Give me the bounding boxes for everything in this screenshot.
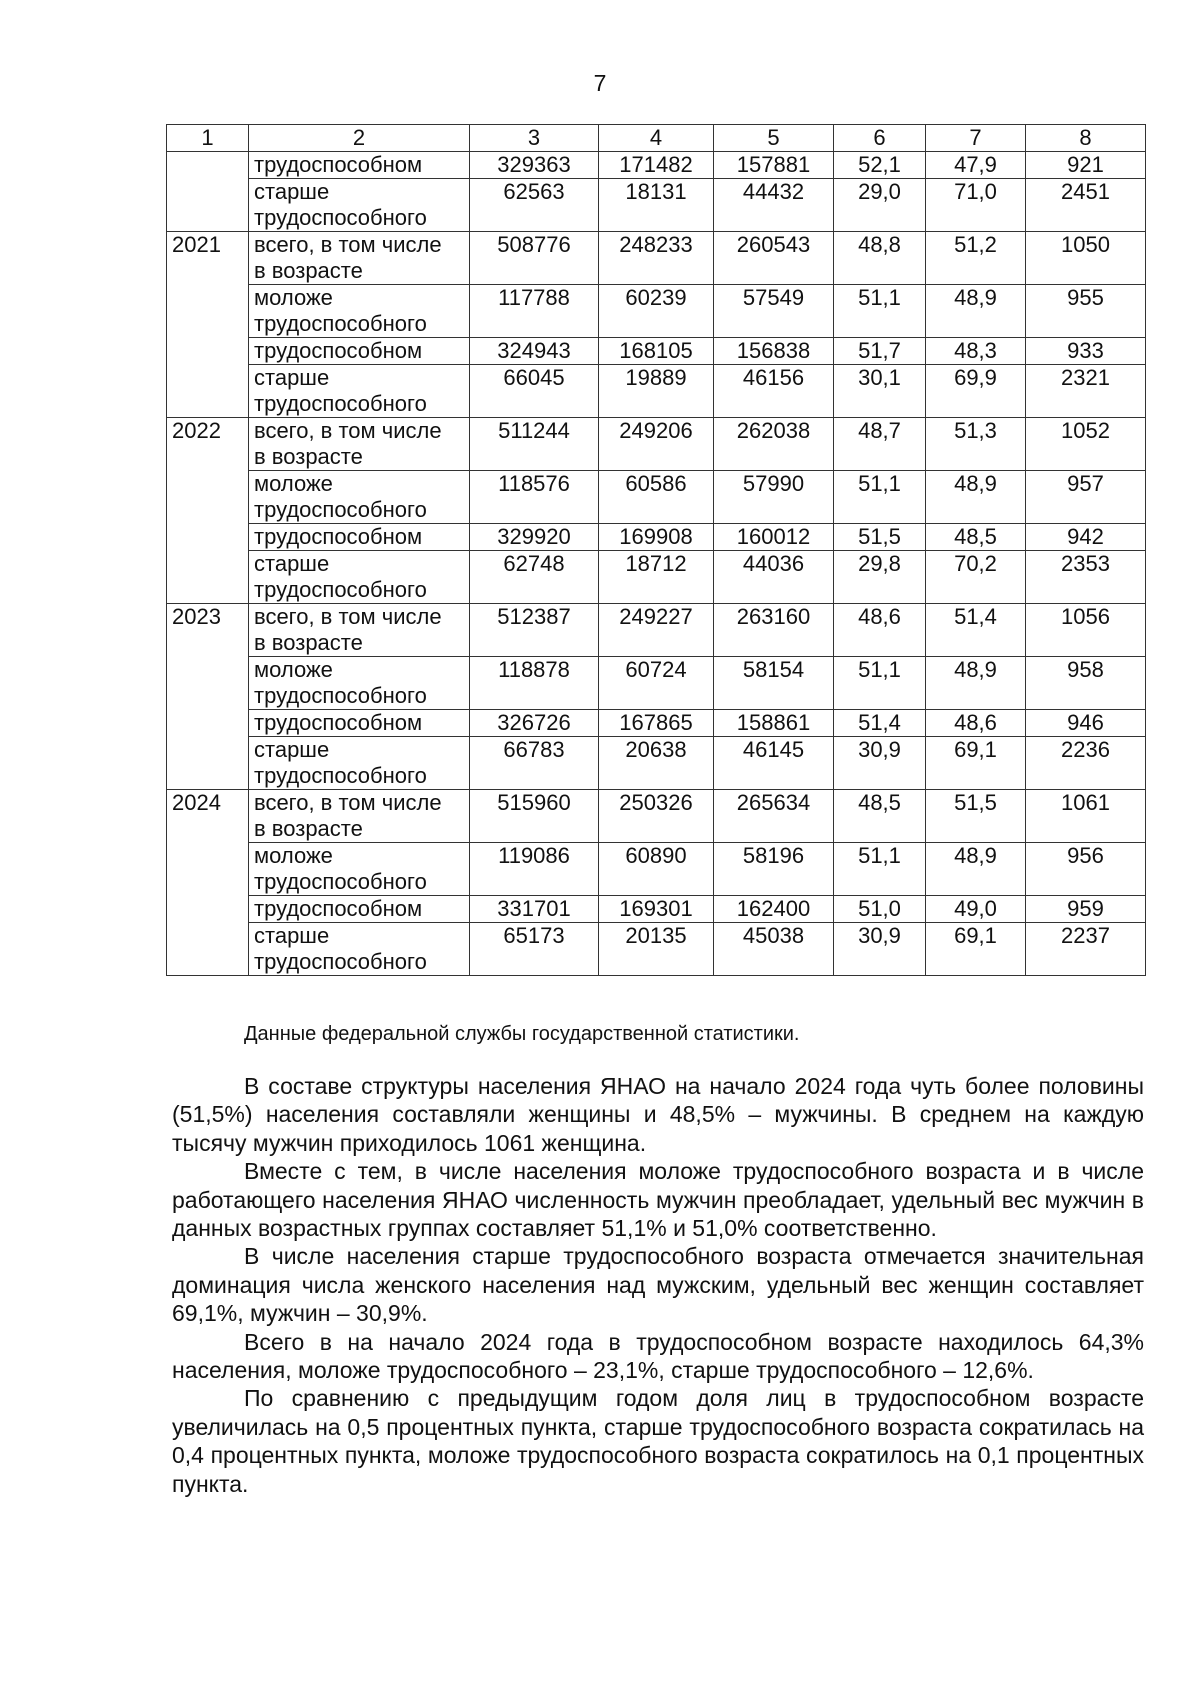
value-cell: 51,5 — [926, 790, 1026, 843]
column-header: 5 — [714, 125, 834, 152]
table-row — [167, 152, 1146, 179]
value-cell: 48,3 — [926, 338, 1026, 365]
column-header: 4 — [599, 125, 714, 152]
table-row — [167, 285, 1146, 338]
value-cell: 69,9 — [926, 365, 1026, 418]
value-cell: 71,0 — [926, 179, 1026, 232]
value-cell: 48,6 — [834, 604, 926, 657]
value-cell: 956 — [1026, 843, 1146, 896]
value-cell: 51,0 — [834, 896, 926, 923]
table-row — [167, 737, 1146, 790]
value-cell: 249227 — [599, 604, 714, 657]
body-text — [172, 1072, 1144, 1498]
column-header: 6 — [834, 125, 926, 152]
value-cell: 48,9 — [926, 285, 1026, 338]
value-cell: 29,0 — [834, 179, 926, 232]
age-group-cell: старше трудоспособного — [249, 179, 470, 232]
paragraph: Всего в на начало 2024 года в трудоспособном возрасте находилось 64,3% населения, моложе трудоспособного – 23,1%, старше трудоспособного – 12,6%. — [172, 1328, 1144, 1384]
value-cell: 324943 — [470, 338, 599, 365]
age-group-cell: трудоспособном — [249, 152, 470, 179]
value-cell: 52,1 — [834, 152, 926, 179]
value-cell: 2237 — [1026, 923, 1146, 976]
value-cell: 48,6 — [926, 710, 1026, 737]
value-cell: 118878 — [470, 657, 599, 710]
value-cell: 921 — [1026, 152, 1146, 179]
value-cell: 250326 — [599, 790, 714, 843]
year-cell: 2024 — [167, 790, 249, 976]
age-group-cell: моложе трудоспособного — [249, 657, 470, 710]
value-cell: 46145 — [714, 737, 834, 790]
age-group-cell: моложе трудоспособного — [249, 843, 470, 896]
paragraph: В числе населения старше трудоспособного возраста отмечается значительная доминация числа женского населения над мужским, удельный вес женщин составляет 69,1%, мужчин – 30,9%. — [172, 1243, 1144, 1327]
value-cell: 51,1 — [834, 285, 926, 338]
value-cell: 1052 — [1026, 418, 1146, 471]
table-row — [167, 179, 1146, 232]
table-row — [167, 923, 1146, 976]
age-group-cell: всего, в том числе в возрасте — [249, 604, 470, 657]
value-cell: 60586 — [599, 471, 714, 524]
value-cell: 167865 — [599, 710, 714, 737]
value-cell: 57990 — [714, 471, 834, 524]
value-cell: 48,8 — [834, 232, 926, 285]
year-cell: 2023 — [167, 604, 249, 790]
column-header: 2 — [249, 125, 470, 152]
value-cell: 263160 — [714, 604, 834, 657]
value-cell: 51,4 — [926, 604, 1026, 657]
column-header: 8 — [1026, 125, 1146, 152]
value-cell: 44432 — [714, 179, 834, 232]
value-cell: 331701 — [470, 896, 599, 923]
value-cell: 69,1 — [926, 923, 1026, 976]
table-row — [167, 418, 1146, 471]
value-cell: 262038 — [714, 418, 834, 471]
value-cell: 51,2 — [926, 232, 1026, 285]
value-cell: 2321 — [1026, 365, 1146, 418]
page-number: 7 — [593, 70, 607, 96]
value-cell: 65173 — [470, 923, 599, 976]
value-cell: 47,9 — [926, 152, 1026, 179]
value-cell: 946 — [1026, 710, 1146, 737]
age-group-cell: всего, в том числе в возрасте — [249, 232, 470, 285]
age-group-cell: моложе трудоспособного — [249, 471, 470, 524]
value-cell: 48,9 — [926, 843, 1026, 896]
value-cell: 1050 — [1026, 232, 1146, 285]
value-cell: 329920 — [470, 524, 599, 551]
paragraph: По сравнению с предыдущим годом доля лиц в трудоспособном возрасте увеличилась на 0,5 процентных пункта, старше трудоспособного возраста сократилась на 0,4 процентных пункта, моложе трудоспособного возраста сократилось на 0,1 процентных пункта. — [172, 1385, 1144, 1497]
value-cell: 511244 — [470, 418, 599, 471]
value-cell: 60890 — [599, 843, 714, 896]
age-group-cell: всего, в том числе в возрасте — [249, 418, 470, 471]
value-cell: 2451 — [1026, 179, 1146, 232]
value-cell: 508776 — [470, 232, 599, 285]
value-cell: 48,5 — [926, 524, 1026, 551]
table-body — [167, 152, 1146, 976]
value-cell: 51,1 — [834, 657, 926, 710]
value-cell: 326726 — [470, 710, 599, 737]
column-header: 1 — [167, 125, 249, 152]
value-cell: 162400 — [714, 896, 834, 923]
age-group-cell: всего, в том числе в возрасте — [249, 790, 470, 843]
value-cell: 58196 — [714, 843, 834, 896]
age-group-cell: трудоспособном — [249, 524, 470, 551]
value-cell: 512387 — [470, 604, 599, 657]
value-cell: 169908 — [599, 524, 714, 551]
table-row — [167, 843, 1146, 896]
value-cell: 48,7 — [834, 418, 926, 471]
age-group-cell: трудоспособном — [249, 710, 470, 737]
value-cell: 51,4 — [834, 710, 926, 737]
value-cell: 171482 — [599, 152, 714, 179]
age-group-cell: старше трудоспособного — [249, 365, 470, 418]
value-cell: 18131 — [599, 179, 714, 232]
table-row — [167, 338, 1146, 365]
column-header: 7 — [926, 125, 1026, 152]
value-cell: 62748 — [470, 551, 599, 604]
value-cell: 169301 — [599, 896, 714, 923]
value-cell: 48,9 — [926, 471, 1026, 524]
year-cell: 2022 — [167, 418, 249, 604]
value-cell: 1056 — [1026, 604, 1146, 657]
value-cell: 2236 — [1026, 737, 1146, 790]
value-cell: 62563 — [470, 179, 599, 232]
table-row — [167, 710, 1146, 737]
table-row — [167, 524, 1146, 551]
year-cell — [167, 152, 249, 232]
table-row — [167, 790, 1146, 843]
table-row — [167, 657, 1146, 710]
age-group-cell: старше трудоспособного — [249, 923, 470, 976]
value-cell: 18712 — [599, 551, 714, 604]
table-header-row — [167, 125, 1146, 152]
age-group-cell: старше трудоспособного — [249, 737, 470, 790]
age-group-cell: моложе трудоспособного — [249, 285, 470, 338]
population-table — [166, 124, 1146, 976]
value-cell: 45038 — [714, 923, 834, 976]
value-cell: 51,1 — [834, 843, 926, 896]
value-cell: 933 — [1026, 338, 1146, 365]
value-cell: 70,2 — [926, 551, 1026, 604]
value-cell: 30,9 — [834, 923, 926, 976]
value-cell: 48,5 — [834, 790, 926, 843]
paragraph: Вместе с тем, в числе населения моложе трудоспособного возраста и в числе работающего населения ЯНАО численность мужчин преобладает, удельный вес мужчин в данных возрастных группах составляет 51,1% и 51,0% соответственно. — [172, 1158, 1144, 1242]
table-row — [167, 365, 1146, 418]
value-cell: 60239 — [599, 285, 714, 338]
value-cell: 58154 — [714, 657, 834, 710]
value-cell: 118576 — [470, 471, 599, 524]
value-cell: 48,9 — [926, 657, 1026, 710]
value-cell: 66045 — [470, 365, 599, 418]
value-cell: 942 — [1026, 524, 1146, 551]
year-cell: 2021 — [167, 232, 249, 418]
column-header: 3 — [470, 125, 599, 152]
value-cell: 51,7 — [834, 338, 926, 365]
value-cell: 51,5 — [834, 524, 926, 551]
value-cell: 248233 — [599, 232, 714, 285]
age-group-cell: трудоспособном — [249, 338, 470, 365]
value-cell: 160012 — [714, 524, 834, 551]
value-cell: 44036 — [714, 551, 834, 604]
value-cell: 959 — [1026, 896, 1146, 923]
value-cell: 249206 — [599, 418, 714, 471]
table-row — [167, 551, 1146, 604]
value-cell: 1061 — [1026, 790, 1146, 843]
value-cell: 515960 — [470, 790, 599, 843]
paragraph: В составе структуры населения ЯНАО на начало 2024 года чуть более половины (51,5%) населения составляли женщины и 48,5% – мужчины. В среднем на каждую тысячу мужчин приходилось 1061 женщина. — [172, 1073, 1144, 1156]
value-cell: 119086 — [470, 843, 599, 896]
value-cell: 329363 — [470, 152, 599, 179]
source-note: Данные федеральной службы государственной статистики. — [244, 1023, 800, 1045]
value-cell: 29,8 — [834, 551, 926, 604]
table-row — [167, 471, 1146, 524]
value-cell: 157881 — [714, 152, 834, 179]
value-cell: 117788 — [470, 285, 599, 338]
age-group-cell: трудоспособном — [249, 896, 470, 923]
value-cell: 168105 — [599, 338, 714, 365]
value-cell: 57549 — [714, 285, 834, 338]
value-cell: 957 — [1026, 471, 1146, 524]
value-cell: 2353 — [1026, 551, 1146, 604]
value-cell: 46156 — [714, 365, 834, 418]
table-row — [167, 604, 1146, 657]
age-group-cell: старше трудоспособного — [249, 551, 470, 604]
value-cell: 955 — [1026, 285, 1146, 338]
value-cell: 958 — [1026, 657, 1146, 710]
value-cell: 156838 — [714, 338, 834, 365]
value-cell: 51,1 — [834, 471, 926, 524]
value-cell: 51,3 — [926, 418, 1026, 471]
value-cell: 260543 — [714, 232, 834, 285]
value-cell: 265634 — [714, 790, 834, 843]
value-cell: 66783 — [470, 737, 599, 790]
value-cell: 30,9 — [834, 737, 926, 790]
table-row — [167, 896, 1146, 923]
value-cell: 30,1 — [834, 365, 926, 418]
value-cell: 49,0 — [926, 896, 1026, 923]
value-cell: 158861 — [714, 710, 834, 737]
value-cell: 60724 — [599, 657, 714, 710]
value-cell: 20135 — [599, 923, 714, 976]
value-cell: 19889 — [599, 365, 714, 418]
value-cell: 20638 — [599, 737, 714, 790]
value-cell: 69,1 — [926, 737, 1026, 790]
table-row — [167, 232, 1146, 285]
